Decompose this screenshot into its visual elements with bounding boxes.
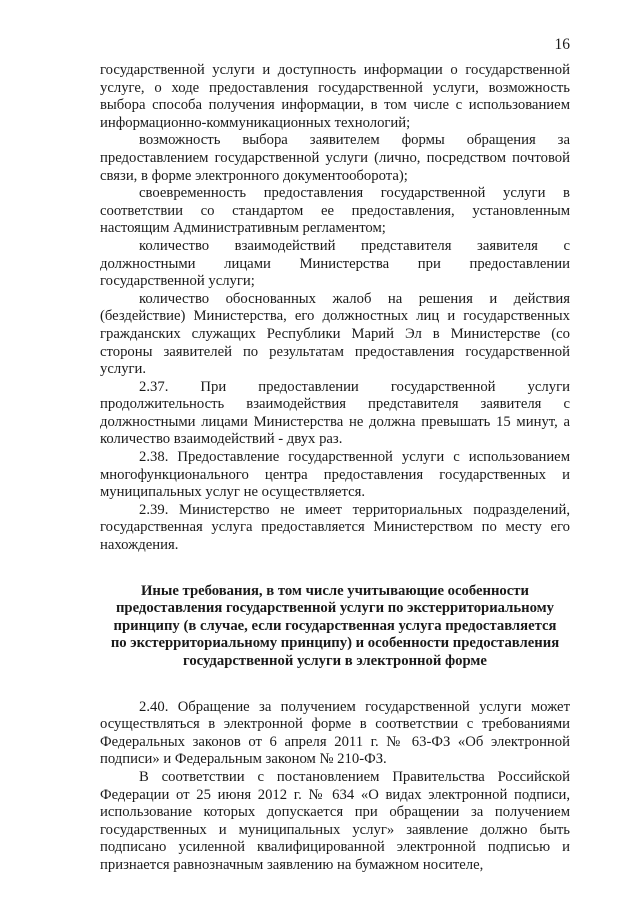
paragraphs-top	[100, 62, 570, 555]
paragraphs-bottom	[100, 699, 570, 875]
paragraph: государственной услуги и доступность информации о государственной услуге, о ходе предоставления государственной услуги, возможность выбора способа получения информации, в том числе с использованием информационно-коммуникационных технологий;	[100, 62, 570, 131]
paragraph: количество обоснованных жалоб на решения и действия (бездействие) Министерства, его должностных лиц и государственных гражданских служащих Республики Марий Эл в Министерстве (со стороны заявителей по результатам предоставления государственной услуги.	[100, 290, 570, 378]
paragraph: 2.37. При предоставлении государственной услуги продолжительность взаимодействия представителя заявителя с должностными лицами Министерства не должна превышать 15 минут, а количество взаимодействий - двух раз.	[100, 378, 570, 448]
paragraph: количество взаимодействий представителя заявителя с должностными лицами Министерства при предоставлении государственной услуги;	[100, 237, 570, 290]
page-number: 16	[554, 36, 570, 53]
paragraph: 2.39. Министерство не имеет территориальных подразделений, государственная услуга предоставляется Министерством по месту его нахождения.	[100, 501, 570, 554]
paragraph: В соответствии с постановлением Правительства Российской Федерации от 25 июня 2012 г. № 634 «О видах электронной подписи, использование которых допускается при обращении за получением государственных и муниципальных услуг» заявление должно быть подписано усиленной квалифицированной электронной подписью и признается равнозначным заявлению на бумажном носителе,	[100, 768, 570, 873]
section-heading: Иные требования, в том числе учитывающие особенности предоставления государственной услуги по экстерриториальному принципу (в случае, если государственная услуга предоставляется по экстерриториальному принципу) и особенности предоставления государственной услуги в электронной форме	[110, 582, 560, 669]
paragraph: возможность выбора заявителем формы обращения за предоставлением государственной услуги (лично, посредством почтовой связи, в форме электронного документооборота);	[100, 132, 570, 184]
paragraph: 2.38. Предоставление государственной услуги с использованием многофункционального центра предоставления государственных и муниципальных услуг не осуществляется.	[100, 449, 570, 501]
paragraph: своевременность предоставления государственной услуги в соответствии со стандартом ее предоставления, установленным настоящим Административным регламентом;	[100, 185, 570, 237]
document-body	[100, 62, 570, 875]
paragraph: 2.40. Обращение за получением государственной услуги может осуществляться в электронной форме в соответствии с требованиями Федеральных законов от 6 апреля 2011 г. № 63-ФЗ «Об электронной подписи» и Федеральным законом № 210-ФЗ.	[100, 698, 570, 768]
